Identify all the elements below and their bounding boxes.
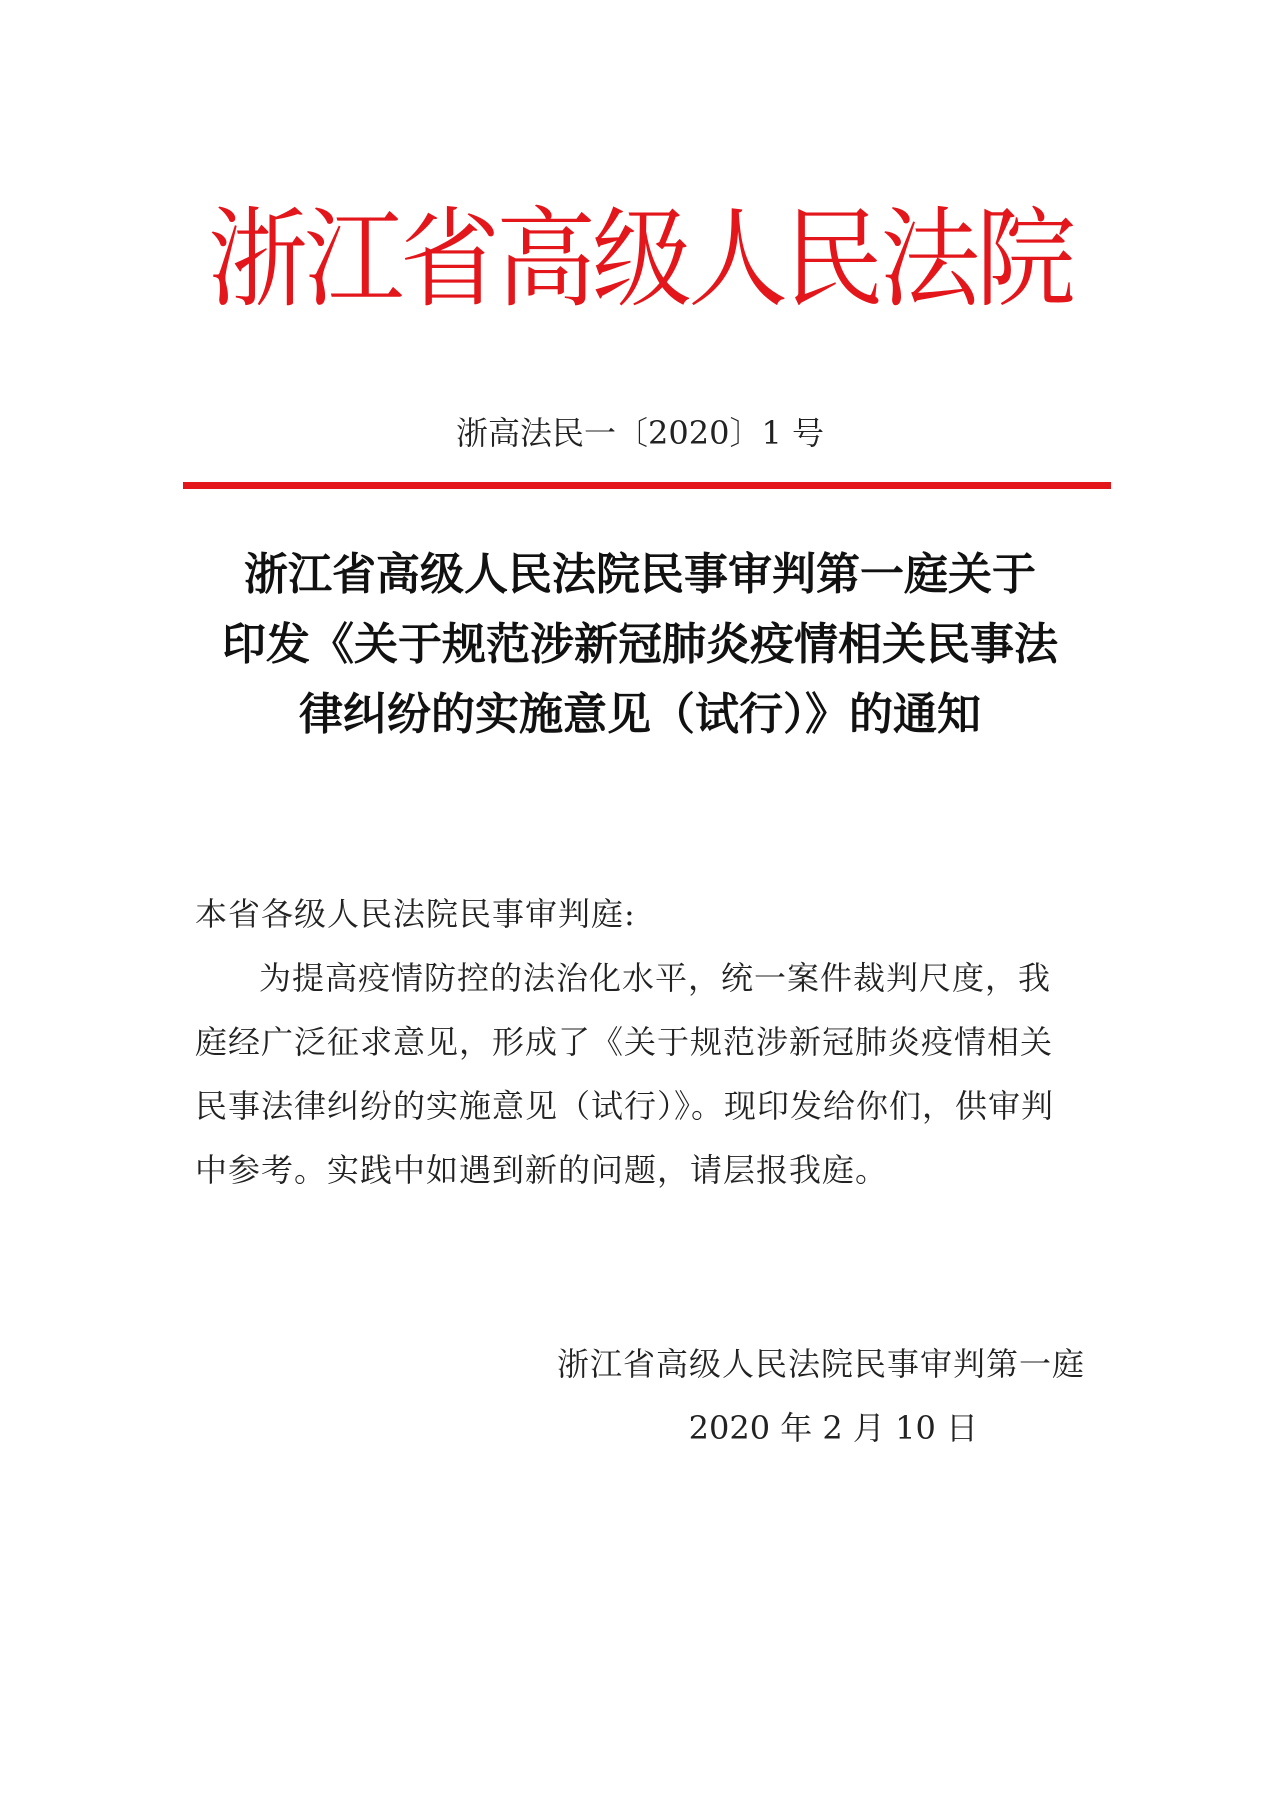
body-line-2: 庭经广泛征求意见，形成了《关于规范涉新冠肺炎疫情相关: [195, 1023, 1054, 1061]
body-paragraph: [195, 946, 1085, 1202]
notice-title-line-3: 律纠纷的实施意见（试行）》的通知: [299, 689, 981, 740]
body-line-3: 民事法律纠纷的实施意见（试行）》。现印发给你们，供审判: [195, 1087, 1055, 1125]
masthead-title: 浙江省高级人民法院: [208, 196, 1072, 323]
red-divider-line: [183, 482, 1111, 489]
body-line-1: 为提高疫情防控的法治化水平，统一案件裁判尺度，我: [259, 959, 1052, 997]
salutation: 本省各级人民法院民事审判庭:: [195, 895, 636, 933]
issue-date: 2020 年 2 月 10 日: [688, 1409, 978, 1447]
notice-title-line-1: 浙江省高级人民法院民事审判第一庭关于: [244, 549, 1036, 600]
notice-title-line-2: 印发《关于规范涉新冠肺炎疫情相关民事法: [222, 619, 1058, 670]
body-line-4: 中参考。实践中如遇到新的问题，请层报我庭。: [195, 1151, 889, 1189]
issuer-signature: 浙江省高级人民法院民事审判第一庭: [556, 1345, 1085, 1383]
notice-title: [180, 540, 1100, 750]
document-number: 浙高法民一〔2020〕1 号: [456, 414, 824, 452]
